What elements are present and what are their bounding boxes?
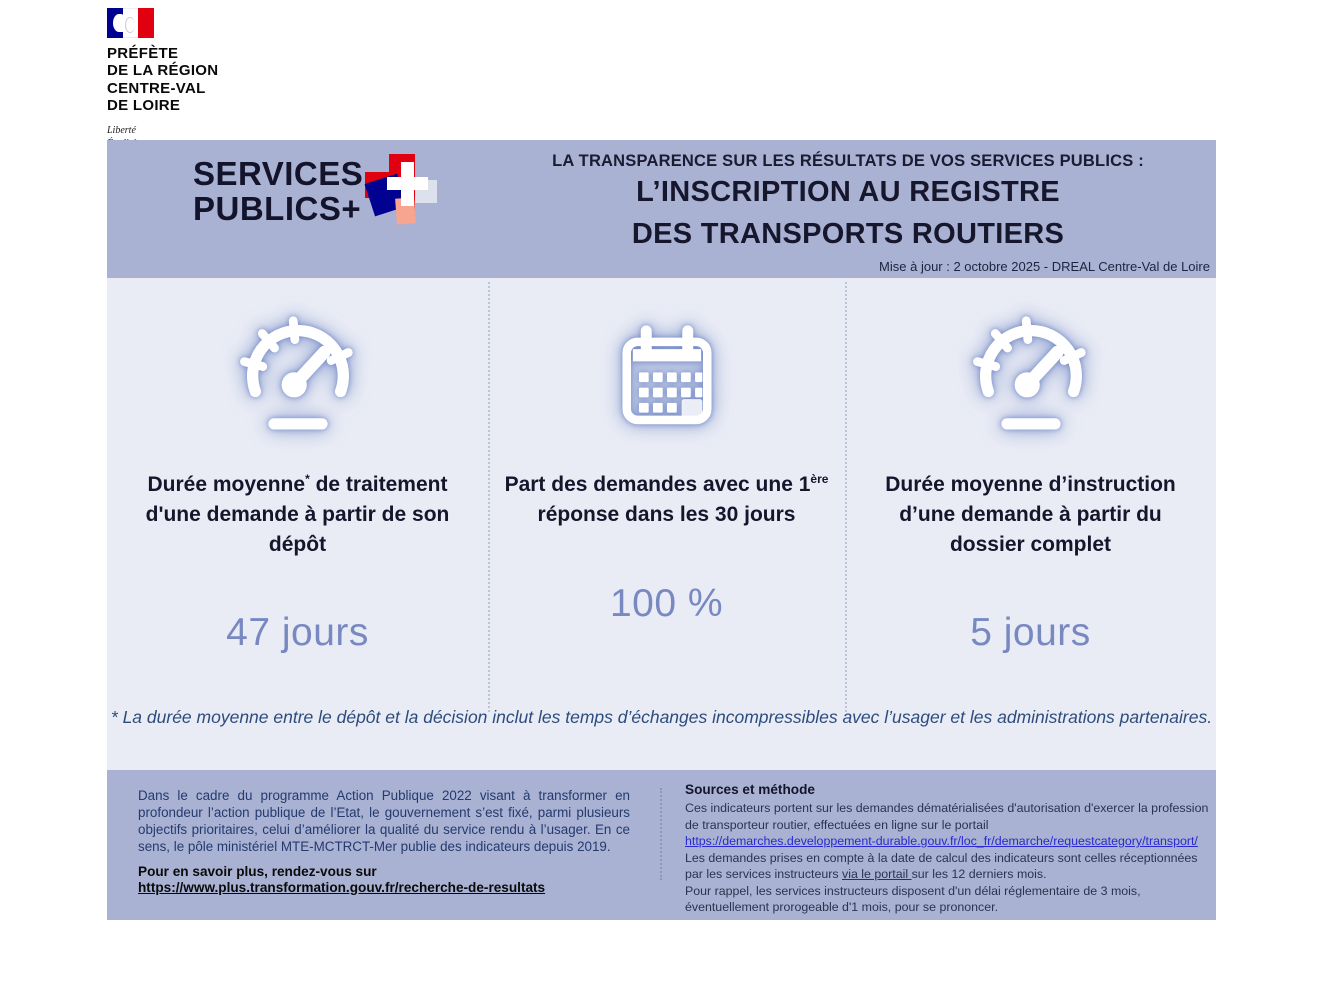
prefecture-name-line: DE LOIRE [107, 97, 181, 115]
via-portail-link[interactable]: via le portail [842, 867, 912, 882]
sources-paragraph-2: Les demandes prises en compte à la date de calcul des indicateurs sont celles réceptionnées par les services instructeurs via le portail sur les 12 derniers mois. [685, 850, 1198, 882]
sources-block [685, 781, 1218, 916]
services-publics-logo: SERVICES PUBLICS+ [193, 155, 364, 228]
indicator-value: 5 jours [970, 611, 1091, 655]
indicator-column-first-response [488, 278, 845, 698]
header-titles [487, 140, 1209, 278]
indicator-value: 47 jours [226, 611, 369, 655]
header-kicker: LA TRANSPARENCE SUR LES RÉSULTATS DE VOS SERVICES PUBLICS : [552, 152, 1144, 170]
speedometer-icon [845, 310, 1216, 442]
indicator-title: Part des demandes avec une 1ère réponse dans les 30 jours [504, 472, 829, 526]
prefecture-name-line: PRÉFÈTE [107, 45, 179, 62]
indicators-section [107, 278, 1216, 770]
more-info [138, 864, 545, 895]
page-title [487, 171, 1209, 255]
page-title-line1: L’INSCRIPTION AU REGISTRE [636, 176, 1060, 208]
prefecture-name [107, 45, 218, 115]
speedometer-icon [107, 310, 488, 442]
indicator-title: Durée moyenne* de traitement d'une demande à partir de son dépôt [145, 472, 450, 556]
more-info-link[interactable]: https://www.plus.transformation.gouv.fr/recherche-de-resultats [138, 879, 546, 895]
update-info: Mise à jour : 2 octobre 2025 - DREAL Centre-Val de Loire [879, 259, 1210, 274]
indicator-value: 100 % [609, 581, 724, 625]
footnote: * La durée moyenne entre le dépôt et la décision inclut les temps d’échanges incompressibles avec l’usager et les administrations partenaires. [110, 707, 1213, 727]
demarches-link[interactable]: https://demarches.developpement-durable.gouv.fr/loc_fr/demarche/requestcategory/transport/ [685, 834, 1198, 849]
french-flag-icon [107, 8, 154, 38]
page-title-line2: DES TRANSPORTS ROUTIERS [631, 218, 1065, 251]
indicator-column-instruction-time [845, 278, 1216, 698]
prefecture-name-line: DE LA RÉGION [107, 62, 219, 80]
sources-paragraph-3-line1: Pour rappel, les services instructeurs disposent d'un délai réglementaire de 3 mois, [685, 883, 1141, 898]
sources-paragraph-3-line2: éventuellement prorogeable d'1 mois, pour se prononcer. [685, 900, 999, 915]
indicator-column-processing-time [107, 278, 488, 698]
header-band [107, 140, 1216, 278]
program-paragraph: Dans le cadre du programme Action Publique 2022 visant à transformer en profondeur l’action publique de l’Etat, le gouvernement s’est fixé, parmi plusieurs objectifs prioritaires, celui d’améliorer la qualité du service rendu à l’usager. En ce sens, le pôle ministériel MTE-MCTRCT-Mer publie des indicateurs depuis 2019. [138, 788, 630, 855]
more-info-label: Pour en savoir plus, rendez-vous sur [138, 864, 377, 879]
prefecture-name-line: CENTRE-VAL [107, 79, 206, 97]
republic-motto: Liberté [107, 124, 136, 136]
services-publics-cross-icon [363, 152, 437, 232]
sources-title: Sources et méthode [685, 782, 815, 797]
footer-band [107, 770, 1216, 920]
footer-divider [660, 788, 662, 880]
sources-paragraph-1: Ces indicateurs portent sur les demandes dématérialisées d'autorisation d'exercer la profession de transporteur routier, effectuées en ligne sur le portail [685, 801, 1209, 832]
calendar-icon [488, 310, 845, 442]
indicator-title: Durée moyenne d’instruction d’une demande à partir du dossier complet [885, 473, 1176, 556]
